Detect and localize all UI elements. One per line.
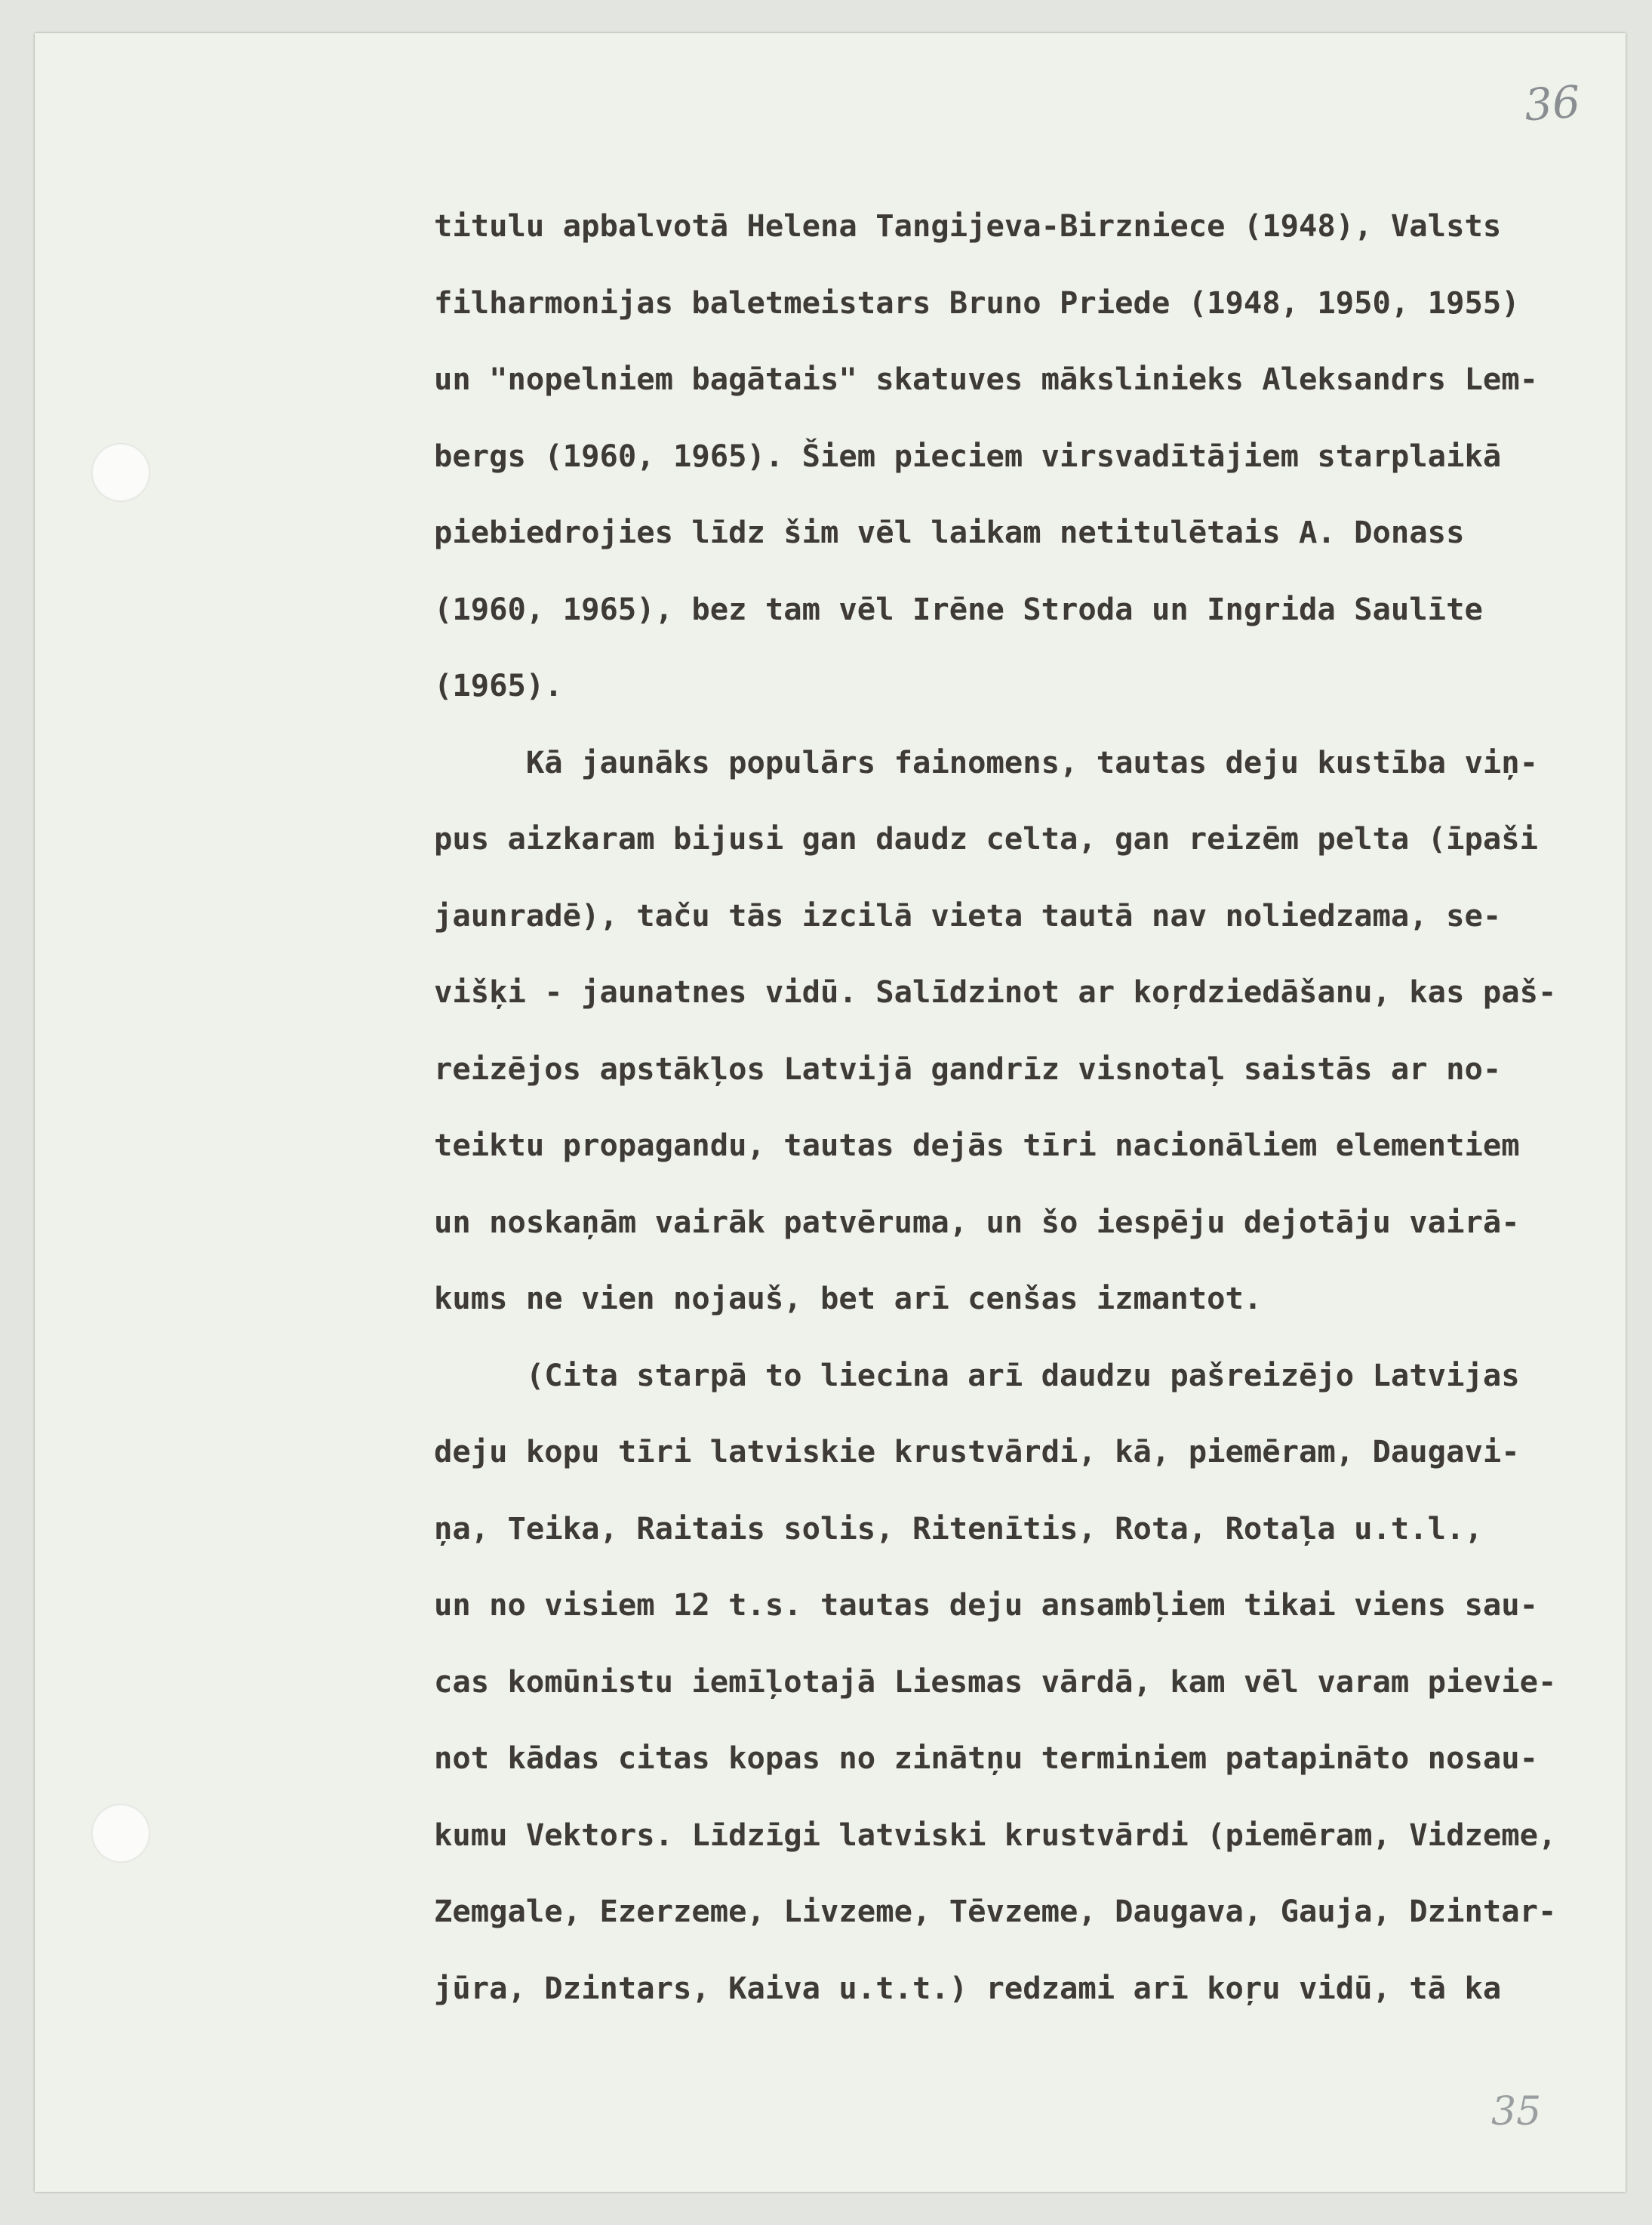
text-line: teiktu propagandu, tautas dejās tīri nacionāliem elementiem — [434, 1127, 1520, 1163]
text-line: bergs (1960, 1965). Šiem pieciem virsvadītājiem starplaikā — [434, 437, 1502, 474]
text-line: jaunradē), taču tās izcilā vieta tautā nav noliedzama, se- — [434, 897, 1502, 934]
text-line: kums ne vien nojauš, bet arī cenšas izmantot. — [434, 1280, 1263, 1316]
page-number-handwritten: 36 — [1522, 75, 1583, 131]
text-line: (Cita starpā to liecina arī daudzu pašreizējo Latvijas — [434, 1356, 1520, 1393]
text-line: višķi - jaunatnes vidū. Salīdzinot ar koŗdziedāšanu, kas paš- — [434, 974, 1557, 1010]
text-line: kumu Vektors. Līdzīgi latviski krustvārdi (piemēram, Vidzeme, — [434, 1816, 1557, 1853]
text-line: un no visiem 12 t.s. tautas deju ansambļiem tikai viens sau- — [434, 1586, 1538, 1623]
text-line: piebiedrojies līdz šim vēl laikam netitulētais A. Donass — [434, 514, 1465, 550]
text-line: filharmonijas baletmeistars Bruno Priede (1948, 1950, 1955) — [434, 284, 1520, 321]
typewritten-page — [35, 33, 1626, 2192]
text-line: un noskaņām vairāk patvēruma, un šo iespēju dejotāju vairā- — [434, 1203, 1520, 1240]
text-line: un "nopelniem bagātais" skatuves mākslinieks Aleksandrs Lem- — [434, 361, 1538, 397]
text-line: reizējos apstākļos Latvijā gandrīz visnotaļ saistās ar no- — [434, 1050, 1502, 1087]
page-number-bottom-handwritten: 35 — [1491, 2089, 1542, 2134]
text-line: cas komūnistu iemīļotajā Liesmas vārdā, kam vēl varam pievie- — [434, 1663, 1557, 1700]
text-line: Kā jaunāks populārs fainomens, tautas deju kustība viņ- — [434, 743, 1538, 780]
text-line: deju kopu tīri latviskie krustvārdi, kā, piemēram, Daugavi- — [434, 1433, 1520, 1469]
text-line: jūra, Dzintars, Kaiva u.t.t.) redzami arī koŗu vidū, tā ka — [434, 1969, 1502, 2006]
text-line: ņa, Teika, Raitais solis, Ritenītis, Rota, Rotaļa u.t.l., — [434, 1509, 1483, 1546]
text-line: pus aizkaram bijusi gan daudz celta, gan reizēm pelta (īpaši — [434, 820, 1538, 857]
text-line: not kādas citas kopas no zinātņu terminiem patapināto nosau- — [434, 1740, 1538, 1776]
text-line: Zemgale, Ezerzeme, Livzeme, Tēvzeme, Daugava, Gauja, Dzintar- — [434, 1893, 1557, 1929]
text-line: (1960, 1965), bez tam vēl Irēne Stroda un Ingrida Saulīte — [434, 590, 1483, 627]
punch-hole-top — [91, 443, 150, 502]
text-line: titulu apbalvotā Helena Tangijeva-Birzniece (1948), Valsts — [434, 208, 1502, 244]
punch-hole-bottom — [91, 1804, 150, 1863]
text-line: (1965). — [434, 667, 563, 703]
